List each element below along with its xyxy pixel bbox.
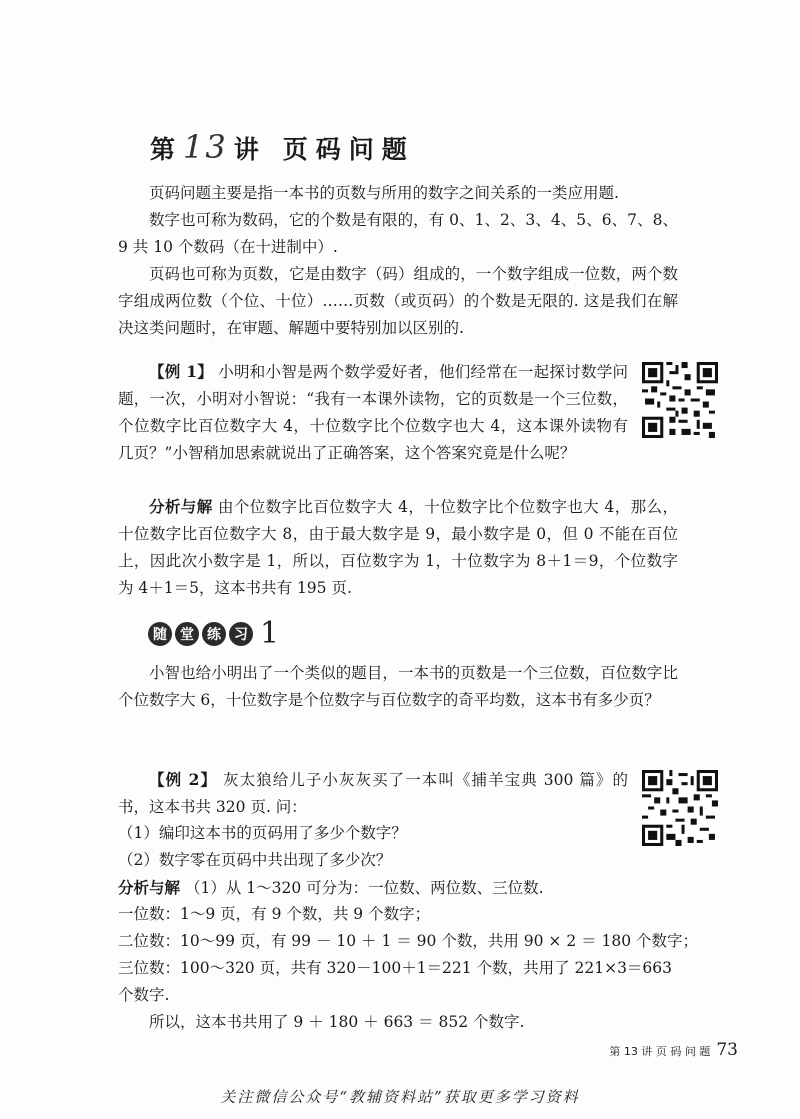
page-footer: [609, 1040, 738, 1060]
example-1-analysis: [118, 493, 678, 602]
practice-circle-2: 堂: [175, 622, 199, 646]
qr-code-icon[interactable]: [642, 362, 718, 438]
intro-paragraph-3: 页码也可称为页数，它是由数字（码）组成的，一个数字组成一位数，两个数字组成两位数（个位、十位）……页数（或页码）的个数是无限的. 这是我们在解决这类问题时，在审题、解题中要特别加以区别的.: [118, 265, 678, 337]
qr-code-icon[interactable]: [642, 770, 718, 846]
intro-paragraph-2: 数字也可称为数码，它的个数是有限的，有 0、1、2、3、4、5、6、7、8、9 共 10 个数码（在十进制中）.: [118, 211, 678, 256]
intro-paragraph-1: 页码问题主要是指一本书的页数与所用的数字之间关系的一类应用题.: [149, 184, 619, 202]
example-2-analysis-line: [118, 874, 544, 902]
practice-1-heading: [148, 616, 280, 651]
three-digit-line-continued: 个数字.: [118, 986, 170, 1004]
page-number: 73: [716, 1040, 738, 1060]
example-1-question: [118, 358, 628, 467]
conclusion-line: 所以，这本书共用了 9 ＋ 180 ＋ 663 ＝ 852 个数字.: [149, 1013, 525, 1031]
example-2-text: 灰太狼给儿子小灰灰买了一本叫《捕羊宝典 300 篇》的书，这本书共 320 页. 问：: [118, 771, 628, 816]
example-2-analysis-label: 分析与解: [118, 878, 181, 897]
chapter-topic: 页码问题: [282, 135, 415, 164]
example-2-subquestion-1: （1）编印这本书的页码用了多少个数字？: [118, 824, 407, 842]
running-title: 第 13 讲 页 码 问 题: [609, 1045, 711, 1058]
practice-circle-4: 习: [229, 622, 253, 646]
chapter-prefix: 第: [150, 135, 178, 164]
practice-circle-3: 练: [202, 622, 226, 646]
practice-1-text: 小智也给小明出了一个类似的题目，一本书的页数是一个三位数，百位数字比个位数字大 6，十位数字是个位数字与百位数字的奇平均数，这本书有多少页？: [118, 664, 678, 709]
chapter-suffix: 讲: [233, 135, 261, 164]
example-2-analysis-text: （1）从 1～320 可分为：一位数、两位数、三位数.: [184, 879, 544, 897]
example-2-label: 【例 2】: [149, 770, 218, 789]
chapter-number: 13: [183, 128, 228, 166]
page-title: [150, 128, 415, 166]
two-digit-line: 二位数：10～99 页，有 99 － 10 ＋ 1 ＝ 90 个数，共用 90 × 2 ＝ 180 个数字；: [118, 932, 699, 950]
three-digit-line: 三位数：100～320 页，共有 320－100＋1＝221 个数，共用了 221×3＝663: [118, 959, 673, 977]
example-1-analysis-text: 由个位数字比百位数字大 4，十位数字比个位数字也大 4，那么，十位数字比百位数字大 8，由于最大数字是 9，最小数字是 0，但 0 不能在百位上，因此次小数字是 1，所以，百位数字为 1，十位数字为 8＋1＝9，个位数字为 4＋1＝5，这本书共有 195 页.: [118, 498, 678, 597]
one-digit-line: 一位数：1～9 页，有 9 个数，共 9 个数字；: [118, 905, 431, 923]
practice-circle-1: 随: [148, 622, 172, 646]
example-1-label: 【例 1】: [149, 362, 214, 381]
example-2-subquestion-2: （2）数字零在页码中共出现了多少次？: [118, 851, 392, 869]
watermark-text: 关注微信公众号“教辅资料站”获取更多学习资料: [220, 1088, 580, 1106]
example-1-analysis-label: 分析与解: [149, 497, 213, 516]
practice-number: 1: [260, 616, 280, 651]
example-1-text: 小明和小智是两个数学爱好者，他们经常在一起探讨数学问题，一次，小明对小智说：“我有一本课外读物，它的页数是一个三位数，个位数字比百位数字大 4，十位数字比个位数字也大 4，这本课外读物有几页？”小智稍加思索就说出了正确答案，这个答案究竟是什么呢？: [118, 363, 628, 462]
example-2-question: [118, 766, 628, 821]
